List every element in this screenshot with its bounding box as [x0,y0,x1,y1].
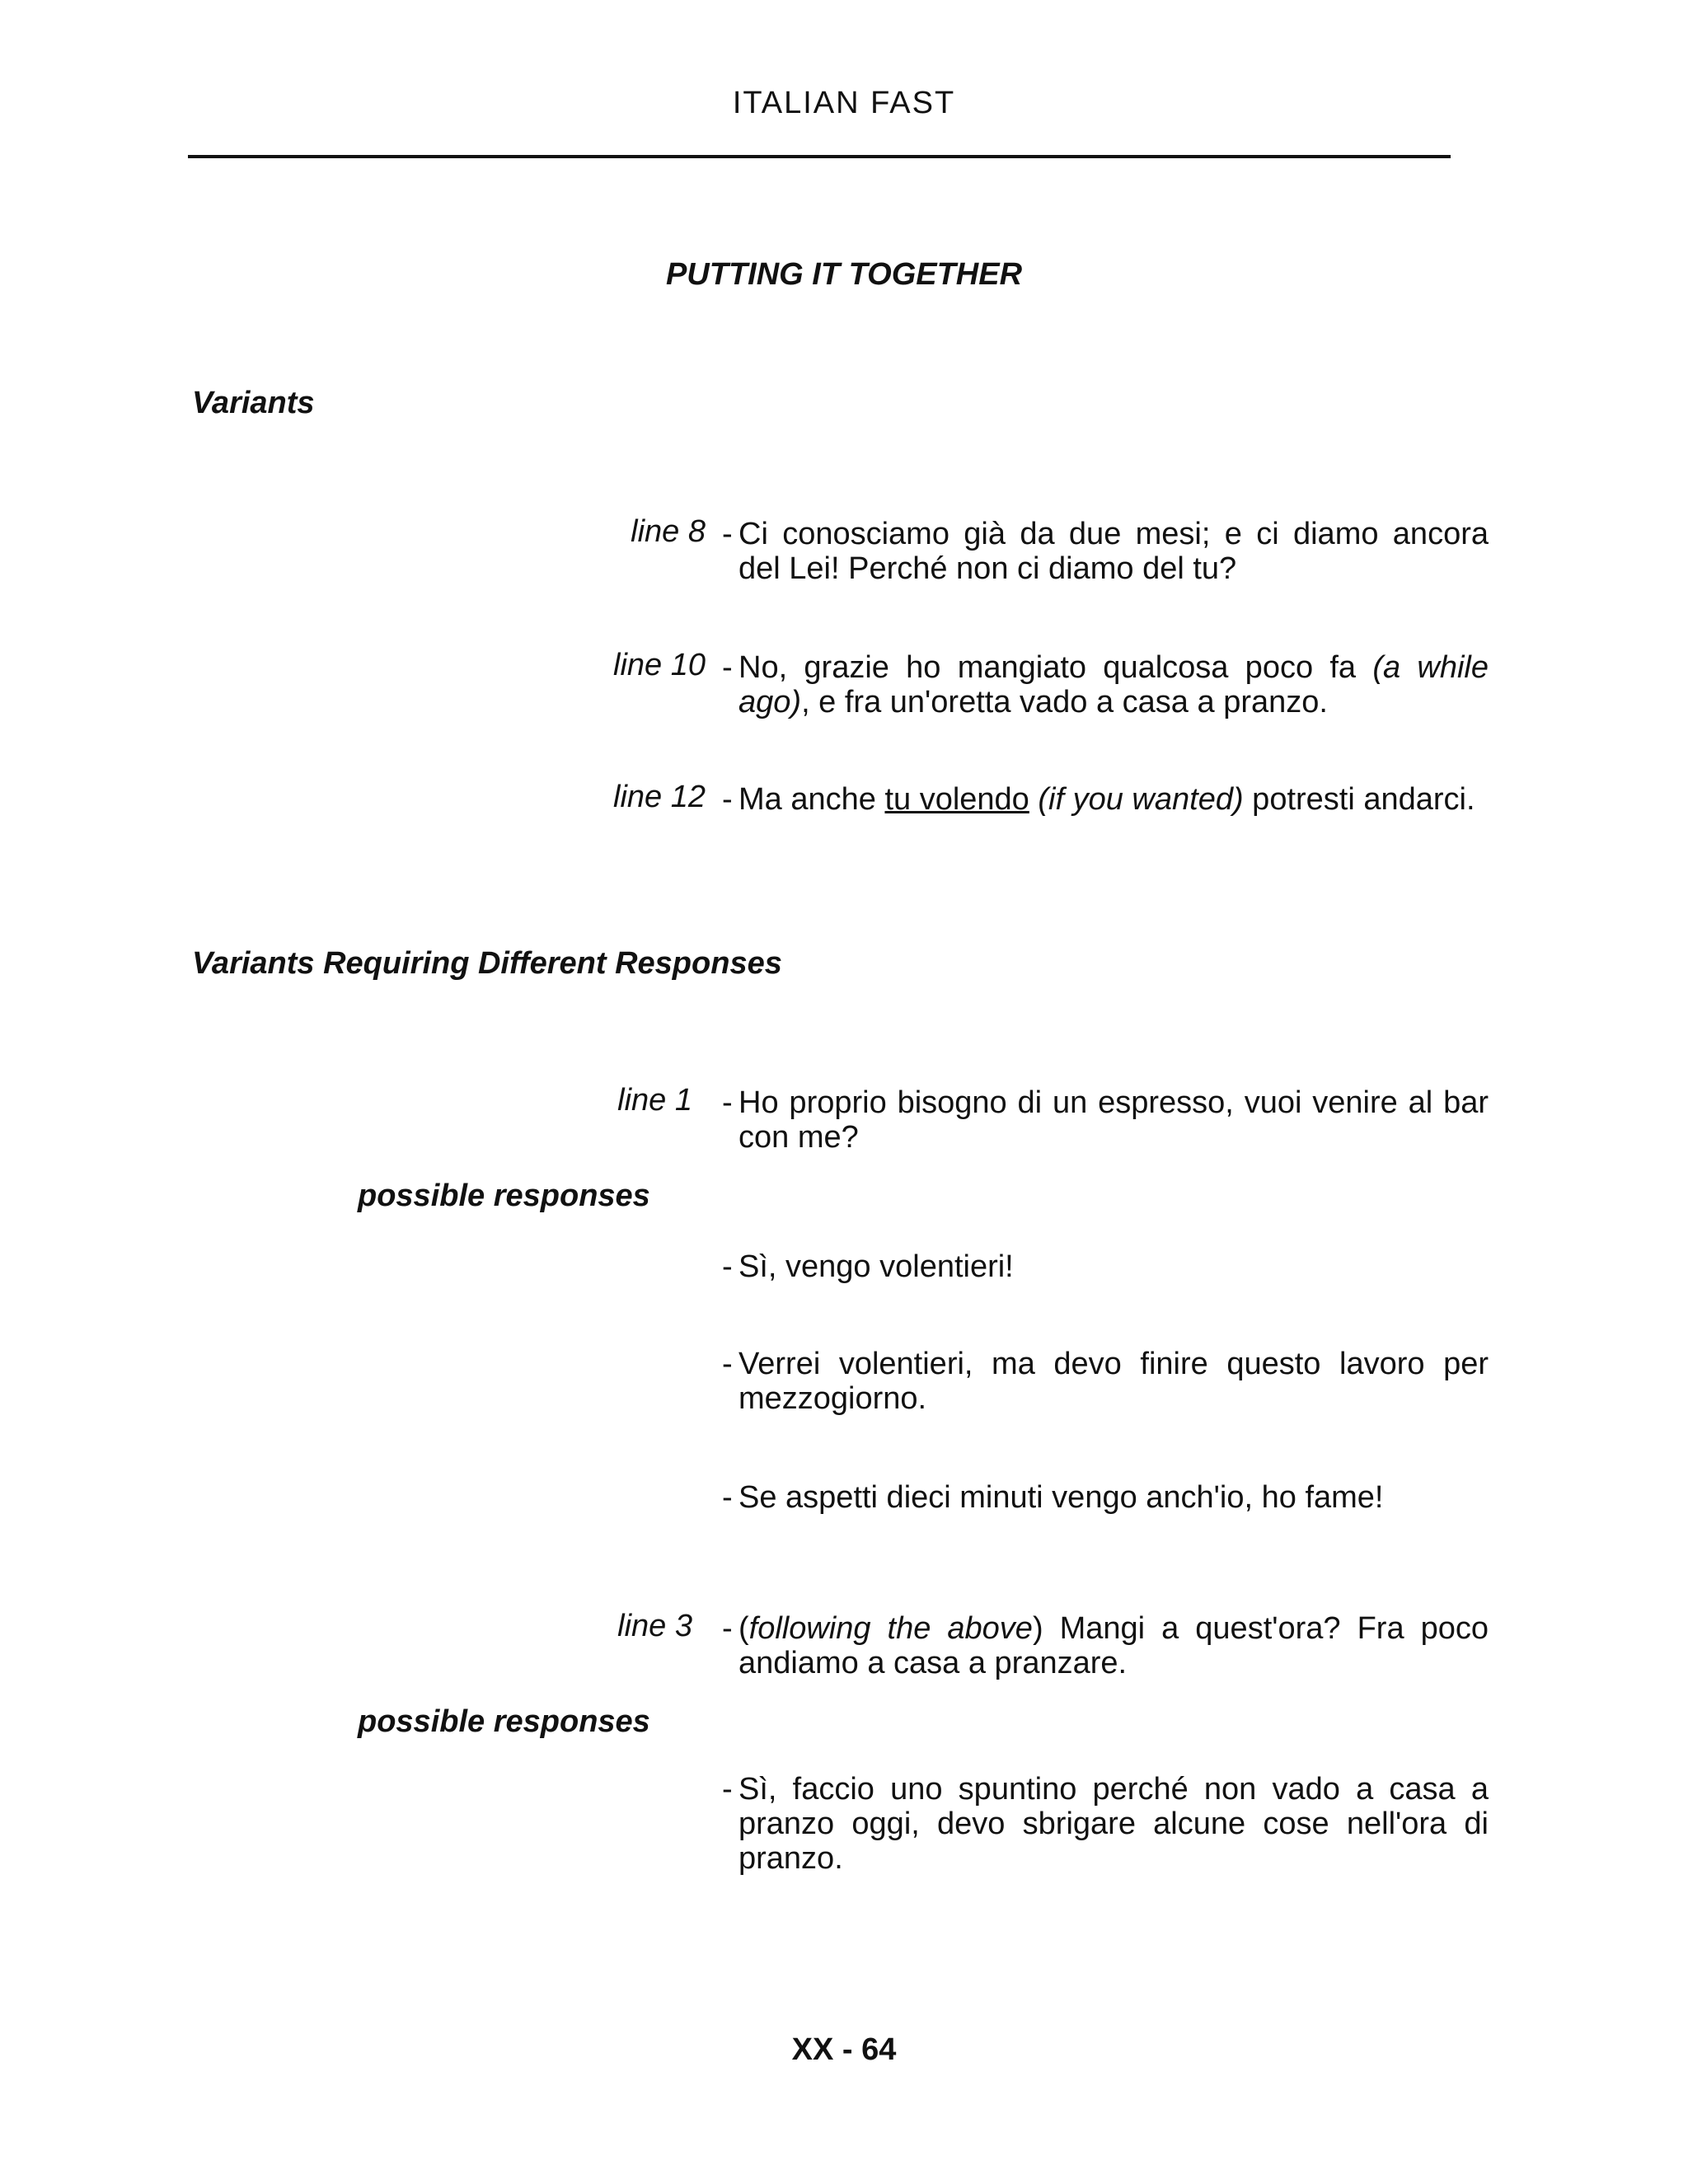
response-body: Sì, faccio uno spuntino perché non vado a casa a pranzo oggi, devo sbrigare alcune cose nell'ora di pranzo. [738,1772,1489,1876]
dash: - [722,782,733,817]
response-text [722,1347,1489,1416]
variants-heading: Variants [192,386,315,420]
variant-text [722,1611,1489,1680]
underlined-phrase: tu volendo [884,782,1029,817]
response-text [722,1249,1489,1284]
header-rule [188,155,1451,158]
dash: - [722,1085,733,1120]
dash: - [722,1347,733,1381]
dash: - [722,1611,733,1646]
dash: - [722,1772,733,1807]
italic-gloss: (if you wanted) [1038,782,1244,817]
dash: - [722,1480,733,1515]
page-number: XX - 64 [791,2032,897,2067]
running-title: ITALIAN FAST [732,86,956,120]
dash: - [722,517,733,551]
italic-gloss: following the above [748,1611,1033,1646]
variant-text [722,1085,1489,1155]
variant-body [722,1611,1489,1680]
response-body: Sì, vengo volentieri! [738,1249,1014,1284]
dash: - [722,650,733,685]
variant-body: Ci conosciamo già da due mesi; e ci diamo ancora del Lei! Perché non ci diamo del tu? [738,517,1489,586]
possible-responses-label: possible responses [358,1704,650,1739]
variant-text [722,650,1489,719]
text-segment [1029,782,1039,817]
section-title: PUTTING IT TOGETHER [665,257,1023,292]
text-segment: ) [1032,1611,1043,1646]
possible-responses-label: possible responses [358,1179,650,1213]
variant-body [722,782,1489,817]
variant-body [722,650,1489,719]
variant-line-label: line 1 [617,1083,692,1118]
text-segment: No, grazie ho mangiato qualcosa poco fa [738,650,1373,685]
response-body: Verrei volentieri, ma devo finire questo lavoro per mezzogiorno. [738,1347,1489,1416]
text-segment: Mangi a quest'ora? Fra poco andiamo a casa a pranzare. [738,1611,1489,1680]
text-segment: , e fra un'oretta vado a casa a pranzo. [801,685,1328,719]
response-body: Se aspetti dieci minuti vengo anch'io, ho fame! [738,1480,1384,1515]
dash: - [722,1249,733,1284]
variant-text [722,782,1489,817]
variant-body: Ho proprio bisogno di un espresso, vuoi venire al bar con me? [738,1085,1489,1155]
response-text [722,1480,1489,1515]
variant-text [722,517,1489,586]
variant-line-label: line 8 [631,514,706,549]
variant-line-label: line 3 [617,1609,692,1643]
text-segment: Ma anche [738,782,885,817]
response-text [722,1772,1489,1876]
variant-line-label: line 12 [613,780,706,814]
text-segment: potresti andarci. [1243,782,1475,817]
italic-gloss: (a while ago) [738,650,1489,719]
text-segment: ( [738,1611,749,1646]
different-responses-heading: Variants Requiring Different Responses [192,946,782,981]
variant-line-label: line 10 [613,648,706,682]
